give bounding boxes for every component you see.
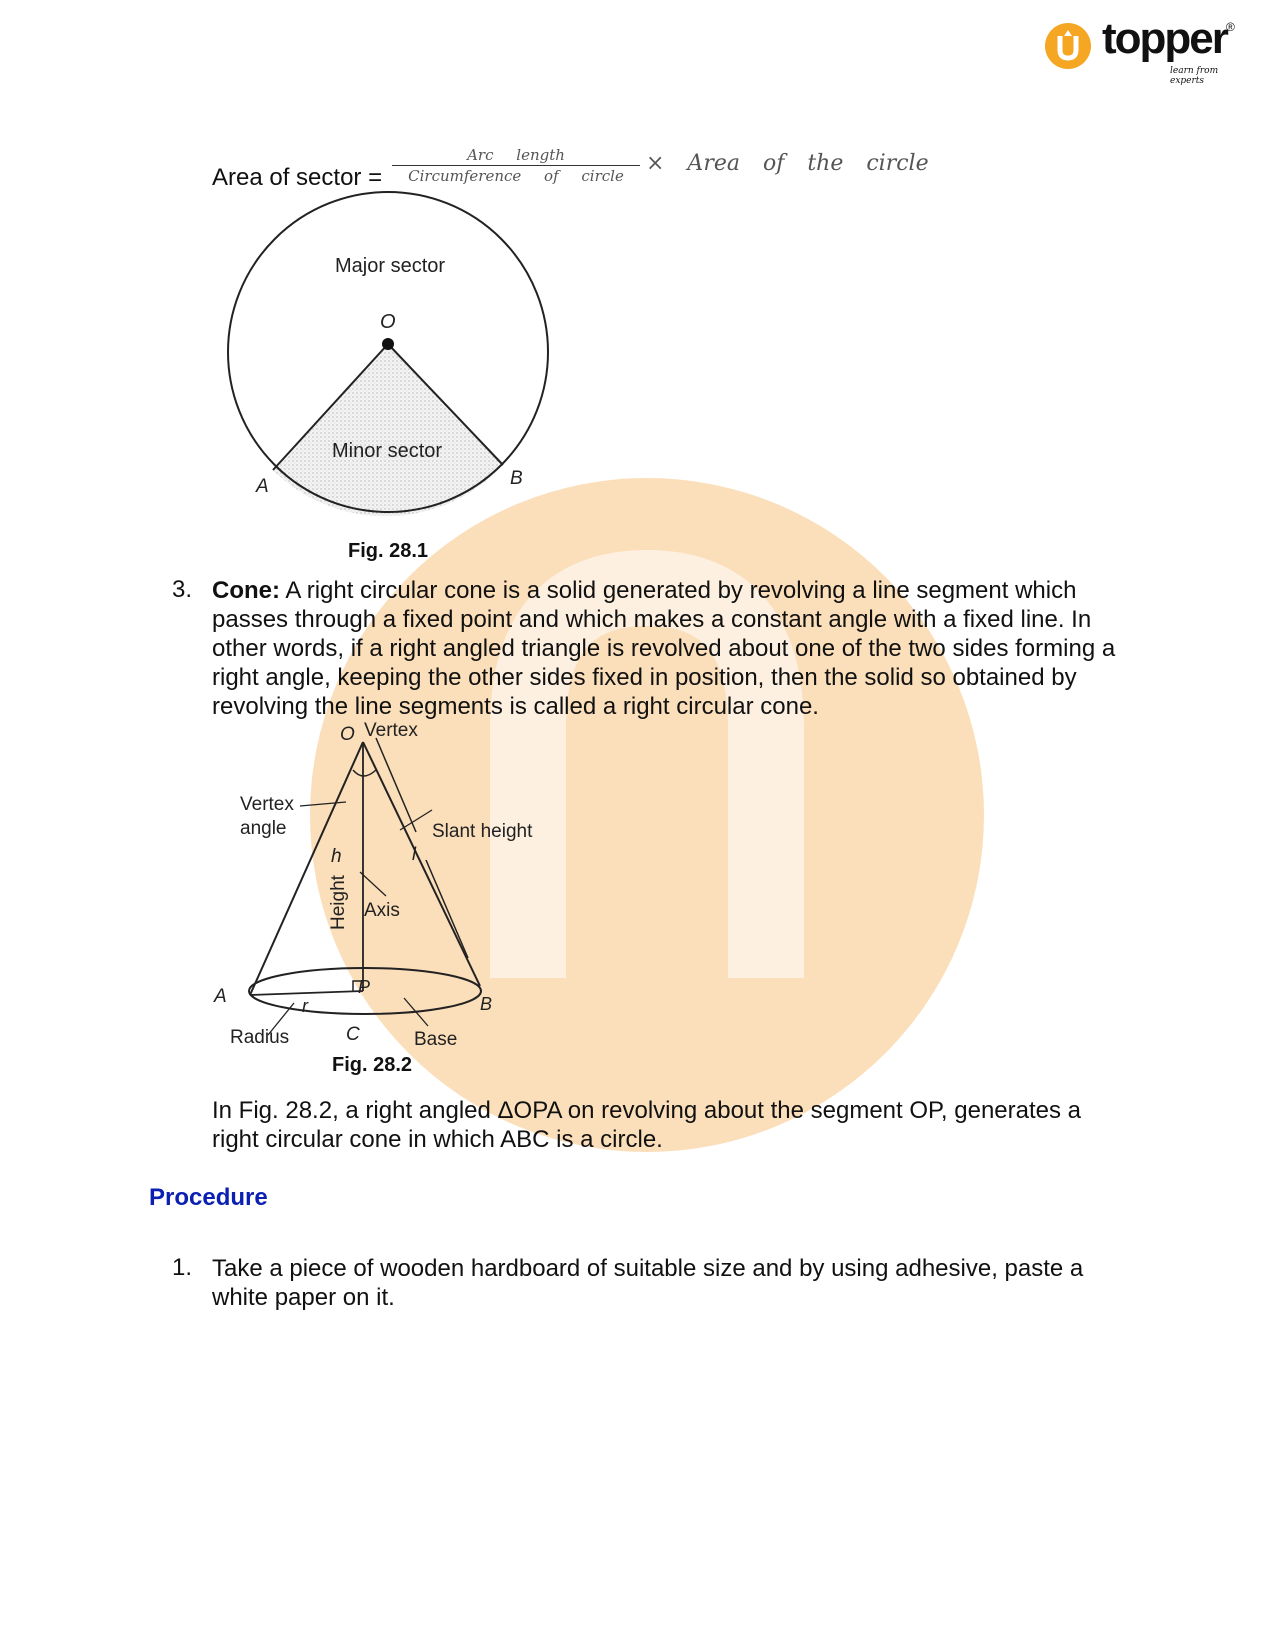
fraction-bar [392, 165, 640, 166]
slant-pointer [400, 810, 432, 830]
vertex-angle-pointer [300, 802, 346, 806]
slant-height-label: Slant height [432, 821, 533, 842]
point-b-label: B [480, 994, 493, 1014]
slant-arrow-lower [426, 860, 468, 958]
cone-radius [250, 991, 363, 995]
slant-arrow-upper [376, 738, 416, 832]
list-number: 3. [172, 576, 193, 603]
radius-label: Radius [230, 1027, 290, 1048]
point-a-label: A [256, 476, 269, 497]
cone-left-edge [250, 742, 363, 995]
figure-caption: Fig. 28.2 [332, 1054, 413, 1076]
axis-label: Axis [364, 900, 400, 921]
registered-mark: ® [1226, 20, 1235, 34]
vertex-angle-label-1: Vertex [240, 794, 294, 815]
step-number: 1. [172, 1254, 193, 1281]
cone-right-edge [363, 742, 480, 986]
center-label: O [380, 311, 396, 333]
sector-diagram [220, 192, 560, 522]
point-c-label: C [346, 1024, 360, 1045]
radius-r-label: r [302, 996, 308, 1016]
figure-note: In Fig. 28.2, a right angled ΔOPA on revolving about the segment OP, generates a right circular cone in which ABC is a circle. [212, 1097, 1082, 1153]
procedure-heading: Procedure [149, 1184, 268, 1211]
cone-term: Cone: [212, 577, 280, 604]
point-a-label: A [214, 986, 227, 1007]
major-sector-label: Major sector [335, 255, 446, 277]
formula-lead: Area of sector = [212, 164, 383, 191]
vertex-angle-label-2: angle [240, 818, 287, 839]
topper-logo [1040, 14, 1240, 86]
height-h-label: h [331, 846, 342, 867]
formula-denominator: Circumference of circle [408, 167, 624, 185]
figure-caption: Fig. 28.1 [348, 540, 429, 562]
brand-tagline: learn from experts [1170, 66, 1219, 86]
base-label: Base [414, 1029, 458, 1050]
vertex-o-label: O [340, 724, 355, 745]
point-p-label: P [358, 977, 371, 997]
vertex-angle-arc [353, 770, 376, 776]
cone-text: A right circular cone is a solid generated by revolving a line segment which passes through a fixed point and which makes a constant angle with a fixed line. In other words, if a right angled triangle is revolved about one of the two sides forming a right angle, keeping the other sides fixed in position, then the solid so obtained by revolving the line segments is called a right circular cone. [212, 577, 1116, 720]
formula-fraction [392, 146, 640, 185]
formula-tail: × Area of the circle [646, 151, 929, 176]
topper-logo-icon [1044, 22, 1092, 70]
point-b-label: B [510, 468, 523, 489]
slant-l-label: l [412, 844, 416, 864]
formula-numerator: Arc length [467, 146, 565, 164]
center-point [382, 338, 394, 350]
cone-diagram [214, 720, 578, 1065]
vertex-label: Vertex [364, 720, 418, 741]
height-label: Height [328, 875, 349, 930]
cone-definition [212, 576, 1132, 721]
brand-name: topper [1102, 14, 1227, 63]
step-text: Take a piece of wooden hardboard of suitable size and by using adhesive, paste a white paper on it. [212, 1255, 1084, 1311]
minor-sector-label: Minor sector [332, 440, 443, 462]
